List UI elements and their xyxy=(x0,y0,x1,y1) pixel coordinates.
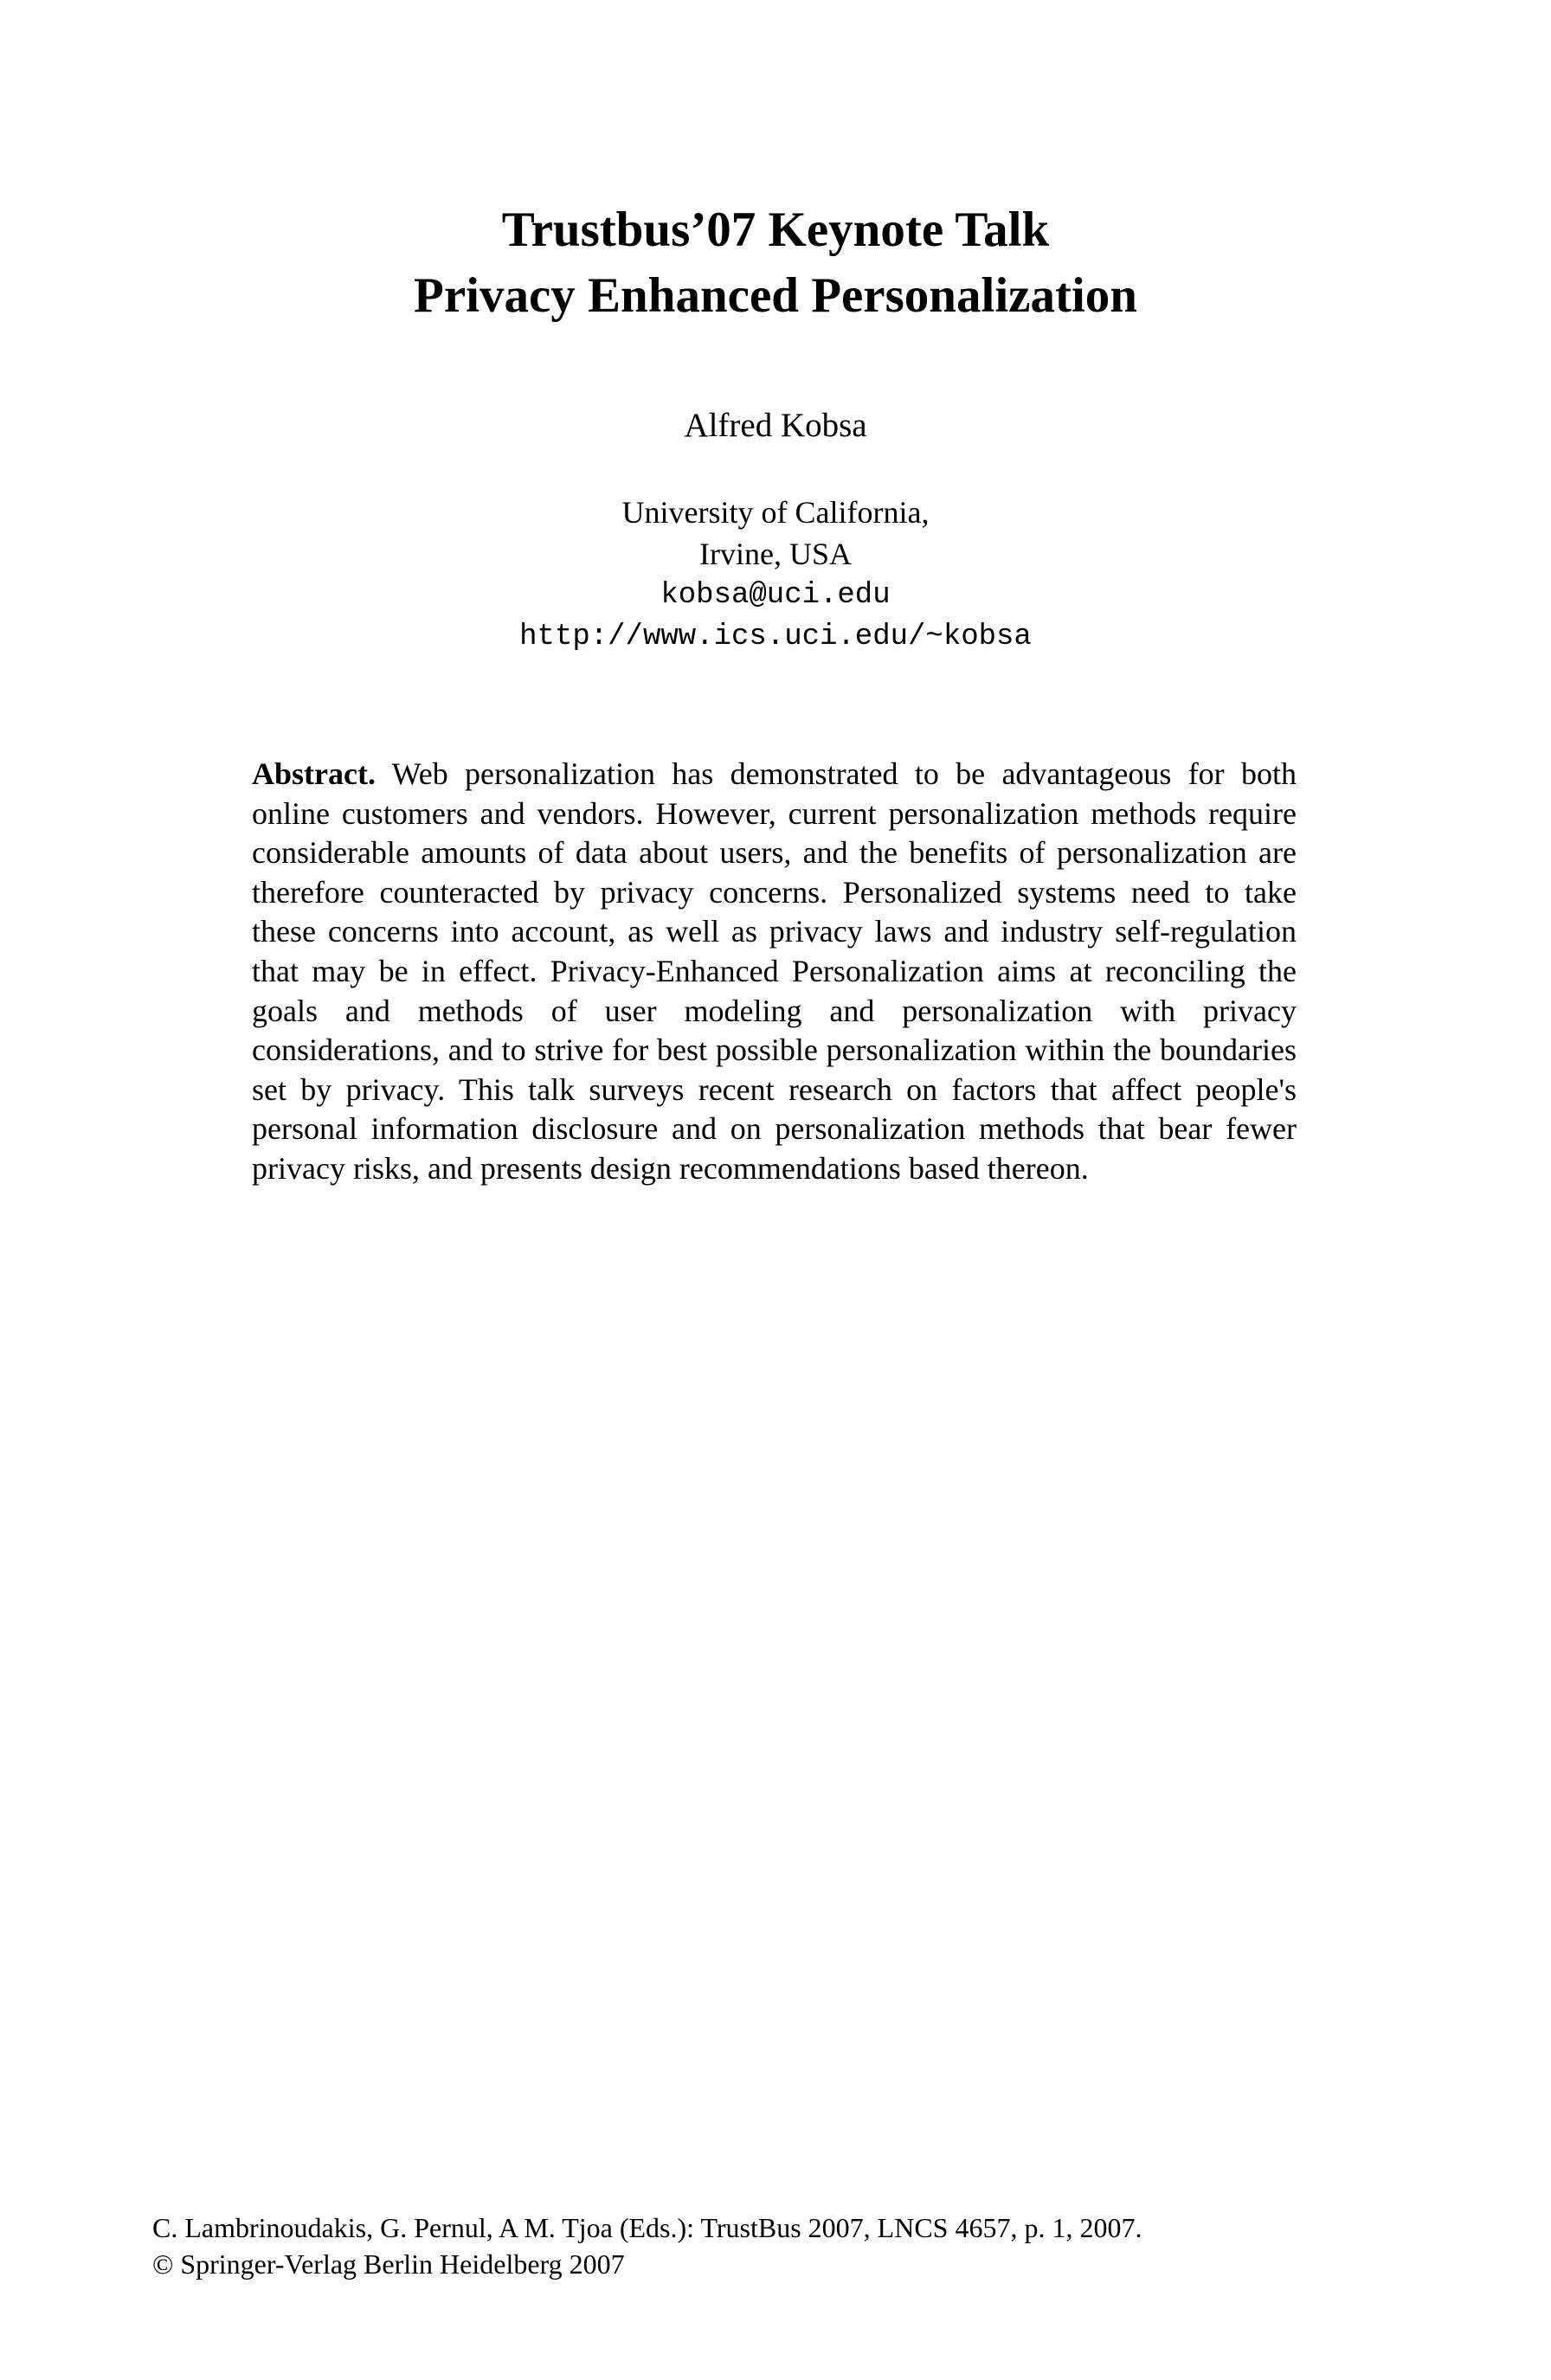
author-name: Alfred Kobsa xyxy=(684,407,867,444)
title-line-2: Privacy Enhanced Personalization xyxy=(414,268,1137,323)
paper-title xyxy=(0,197,1551,329)
author-email: kobsa@uci.edu xyxy=(660,579,891,612)
footer-citation-block xyxy=(152,2210,1451,2282)
abstract-label: Abstract. xyxy=(252,756,376,791)
footer-citation: C. Lambrinoudakis, G. Pernul, A M. Tjoa (Eds.): TrustBus 2007, LNCS 4657, p. 1, 2007. xyxy=(152,2212,1142,2243)
affiliation-line-2: Irvine, USA xyxy=(699,537,852,571)
author-url: http://www.ics.uci.edu/~kobsa xyxy=(519,621,1032,653)
abstract-text: Web personalization has demonstrated to be advantageous for both online customers and vendors. However, current personalization methods require considerable amounts of data about users, and the benefits of personalization are therefore counteracted by privacy concerns. Personalized systems need to take these concerns into account, as well as privacy laws and industry self-regulation that may be in effect. Privacy-Enhanced Personalization aims at reconciling the goals and methods of user modeling and personalization with privacy considerations, and to strive for best possible personalization within the boundaries set by privacy. This talk surveys recent research on factors that affect people's personal information disclosure and on personalization methods that bear fewer privacy risks, and presents design recommendations based thereon. xyxy=(252,756,1297,1186)
affiliation-line-1: University of California, xyxy=(621,495,930,530)
abstract xyxy=(252,755,1297,1189)
author-affiliation xyxy=(0,492,1551,658)
title-line-1: Trustbus’07 Keynote Talk xyxy=(501,203,1050,257)
footer-copyright: © Springer-Verlag Berlin Heidelberg 2007 xyxy=(152,2248,625,2280)
